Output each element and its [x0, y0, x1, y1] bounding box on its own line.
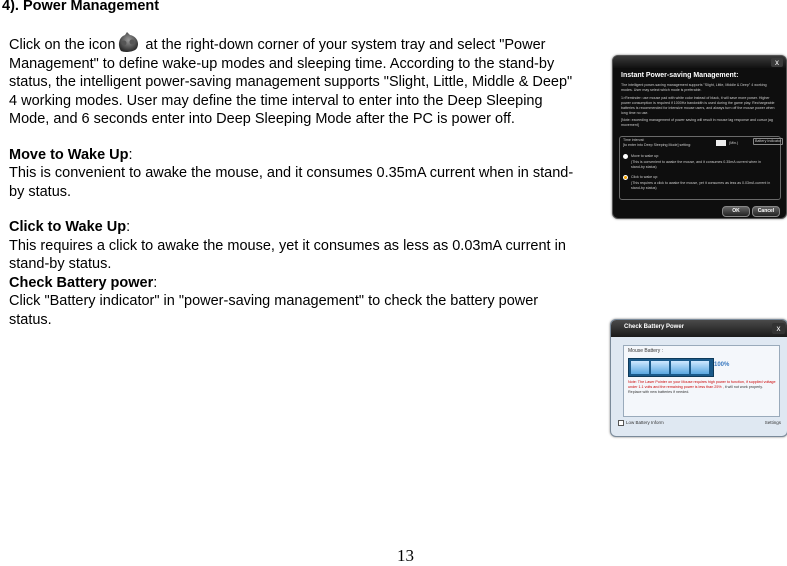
interval-input[interactable]	[716, 140, 726, 146]
battery-cell	[631, 361, 649, 374]
click-wake-desc: (This requires a click to awake the mouse, yet it consumes as less as 0.03mA current in stand-by status)	[631, 181, 771, 190]
move-wake-desc: (This is convenient to awake the mouse, and it consumes 0.35mA current when in stand-by status)	[631, 160, 762, 169]
move-wake-paragraph	[9, 146, 579, 165]
battery-percent: 100%	[714, 362, 730, 368]
click-wake-radio[interactable]	[623, 175, 628, 180]
note-text: [Note: exceeding management of power saving will result in mouse lag response and cursor jag movement]	[621, 118, 773, 127]
cancel-button[interactable]: Cancel	[752, 206, 780, 217]
low-battery-label: Low Battery Inform	[626, 420, 664, 425]
settings-link[interactable]: Settings	[764, 420, 781, 425]
battery-close-button[interactable]: x	[772, 323, 785, 334]
window-title: Instant Power-saving Management:	[621, 72, 739, 79]
intro-paragraph	[9, 31, 579, 129]
battery-window	[610, 319, 787, 437]
battery-cell	[691, 361, 709, 374]
battery-note-advice: it will not work properly. Replace with new batteries if needed.	[628, 385, 763, 394]
move-wake-radio[interactable]	[623, 154, 628, 159]
click-wake-body: This requires a click to awake the mouse, yet it consumes as less as 0.03mA current in stand-by status.	[9, 237, 566, 272]
low-battery-checkbox[interactable]	[618, 420, 624, 426]
intro-before-icon: Click on the icon	[9, 37, 116, 53]
battery-gauge	[628, 358, 714, 377]
tray-mouse-icon	[115, 31, 141, 53]
battery-cell	[651, 361, 669, 374]
reminder-text: 1>Reminder: use mouse pad with white color instead of black, it will save more power. Higher power consumption is required if 1000Hz bandwidth is used during the game play. Rechargeable batteries is recommended for intensive mouse users, and always turn off the mouse power when long time no use.	[621, 96, 775, 115]
battery-indicator-button[interactable]: Battery Indicator	[755, 139, 782, 143]
section-heading: 4). Power Management	[2, 0, 160, 14]
battery-titlebar	[611, 320, 787, 337]
interval-text: [to enter into Deep Sleeping Mode] setting:	[623, 143, 692, 147]
mouse-battery-label: Mouse Battery :	[628, 348, 664, 354]
interval-label: Time interval:	[623, 138, 645, 142]
move-wake-body: This is convenient to awake the mouse, and it consumes 0.35mA current when in stand-by status.	[9, 165, 574, 200]
click-wake-title: Click to Wake Up	[9, 219, 127, 235]
battery-paragraph	[9, 274, 579, 293]
interval-unit: (Min.)	[729, 141, 739, 145]
battery-panel	[623, 345, 780, 417]
close-button[interactable]: x	[771, 58, 783, 67]
click-wake-colon: :	[126, 219, 131, 235]
power-saving-window	[612, 55, 787, 219]
intro-after-icon: at the right-down corner of your system tray and select "Power Management" to define wake-up modes and sleeping time. According to the stand-by status, the intelligent power-saving management supports "Slight, Little, Middle & Deep" 4 working modes. User may define the time interval to enter into the Deep Sleeping Mode, and 6 seconds enter into Deep Sleeping Mode after the PC is power off.	[9, 37, 573, 127]
click-wake-paragraph	[9, 218, 579, 237]
move-wake-label: Move to wake up:	[631, 154, 660, 158]
body-text	[9, 31, 579, 329]
ok-button[interactable]: OK	[722, 206, 750, 217]
move-wake-title: Move to Wake Up	[9, 146, 129, 163]
modes-description: The intelligent power-saving management supports "Slight, Little, Middle & Deep" 4 working modes. User may select which mode is preferable.	[621, 83, 767, 92]
battery-window-title: Check Battery Power	[624, 324, 685, 330]
window-description	[621, 83, 779, 128]
click-wake-label: Click to wake up:	[631, 175, 659, 179]
battery-note-warning: Note: The Laser Pointer on your Mouse requires high power to function, if supplied voltage under 1.1 volts and the remaining power is less than 25% ,	[628, 380, 776, 389]
battery-colon: :	[153, 274, 158, 291]
battery-note	[628, 380, 776, 395]
battery-title: Check Battery power	[9, 274, 154, 291]
window-titlebar	[613, 56, 786, 68]
move-wake-colon: :	[128, 146, 133, 163]
page-number: 13	[397, 546, 414, 565]
battery-body: Click "Battery indicator" in "power-saving management" to check the battery power status.	[9, 293, 539, 328]
battery-cell	[671, 361, 689, 374]
